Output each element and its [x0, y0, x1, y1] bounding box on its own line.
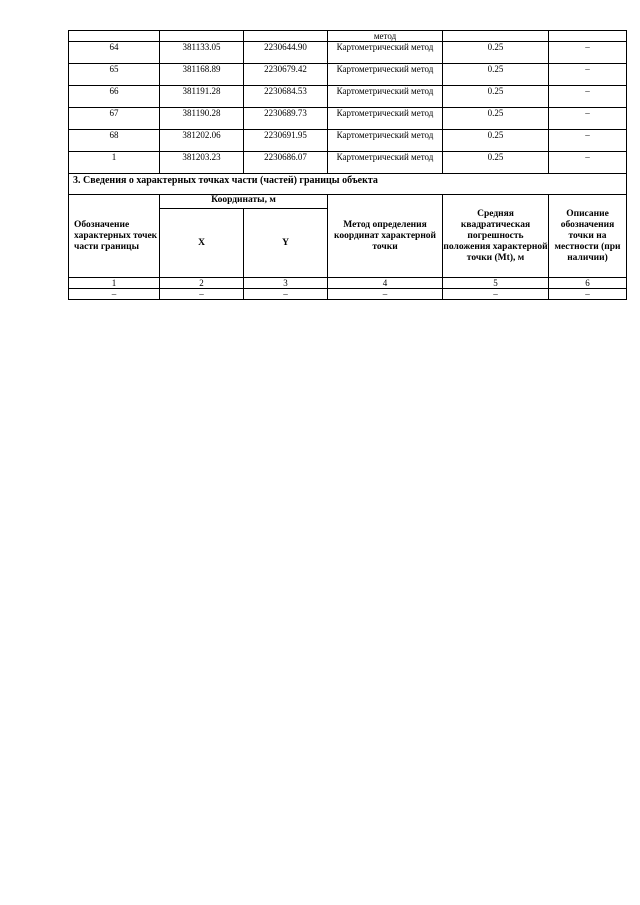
- error-cell: 0.25: [443, 42, 549, 64]
- table-row: [69, 130, 627, 152]
- table-row: [69, 64, 627, 86]
- error-cell: 0.25: [443, 108, 549, 130]
- method-cell: Картометрический метод: [328, 42, 443, 64]
- column-number-row: [69, 278, 627, 289]
- header-row: [69, 195, 627, 209]
- x-coordinate-cell: 381168.89: [160, 64, 244, 86]
- y-coordinate-cell: 2230644.90: [244, 42, 328, 64]
- section-title: 3. Сведения о характерных точках части (частей) границы объекта: [69, 174, 627, 195]
- column-number: 4: [328, 278, 443, 289]
- empty-cell: –: [69, 289, 160, 300]
- column-number: 3: [244, 278, 328, 289]
- description-cell: –: [549, 130, 627, 152]
- method-cell: Картометрический метод: [328, 108, 443, 130]
- empty-cell: –: [443, 289, 549, 300]
- empty-cell: –: [328, 289, 443, 300]
- description-cell: –: [549, 152, 627, 174]
- empty-cell: –: [244, 289, 328, 300]
- y-coordinate-cell: 2230684.53: [244, 86, 328, 108]
- table-row: [69, 108, 627, 130]
- point-number-cell: 68: [69, 130, 160, 152]
- x-coordinate-cell: 381133.05: [160, 42, 244, 64]
- x-coordinate-cell: 381190.28: [160, 108, 244, 130]
- column-number: 5: [443, 278, 549, 289]
- method-cell: Картометрический метод: [328, 86, 443, 108]
- point-number-cell: 67: [69, 108, 160, 130]
- table-row: [69, 152, 627, 174]
- description-cell: –: [549, 42, 627, 64]
- header-x: X: [160, 209, 244, 278]
- point-number-cell: 65: [69, 64, 160, 86]
- point-number-cell: 64: [69, 42, 160, 64]
- table-row: [69, 289, 627, 300]
- header-description: Описание обозначения точки на местности (при наличии): [549, 195, 627, 278]
- method-cell: Картометрический метод: [328, 152, 443, 174]
- continued-row: [69, 31, 627, 42]
- y-coordinate-cell: 2230686.07: [244, 152, 328, 174]
- table-row: [69, 42, 627, 64]
- description-cell: –: [549, 86, 627, 108]
- empty-cell: –: [549, 289, 627, 300]
- x-coordinate-cell: 381202.06: [160, 130, 244, 152]
- header-designation: Обозначение характерных точек части границы: [69, 195, 160, 278]
- error-cell: 0.25: [443, 64, 549, 86]
- point-number-cell: 1: [69, 152, 160, 174]
- header-method: Метод определения координат характерной точки: [328, 195, 443, 278]
- table-row: [69, 86, 627, 108]
- description-cell: –: [549, 64, 627, 86]
- column-number: 1: [69, 278, 160, 289]
- header-error: Средняя квадратическая погрешность положения характерной точки (Mt), м: [443, 195, 549, 278]
- x-coordinate-cell: 381191.28: [160, 86, 244, 108]
- y-coordinate-cell: 2230689.73: [244, 108, 328, 130]
- header-coordinates: Координаты, м: [160, 195, 328, 209]
- document-sheet: [68, 30, 626, 300]
- point-number-cell: 66: [69, 86, 160, 108]
- section-title-row: [69, 174, 627, 195]
- header-y: Y: [244, 209, 328, 278]
- x-coordinate-cell: 381203.23: [160, 152, 244, 174]
- column-number: 2: [160, 278, 244, 289]
- description-cell: –: [549, 108, 627, 130]
- continued-method-cell: метод: [328, 31, 443, 42]
- empty-cell: –: [160, 289, 244, 300]
- error-cell: 0.25: [443, 130, 549, 152]
- error-cell: 0.25: [443, 86, 549, 108]
- method-cell: Картометрический метод: [328, 64, 443, 86]
- method-cell: Картометрический метод: [328, 130, 443, 152]
- error-cell: 0.25: [443, 152, 549, 174]
- points-table: [68, 30, 627, 300]
- y-coordinate-cell: 2230691.95: [244, 130, 328, 152]
- y-coordinate-cell: 2230679.42: [244, 64, 328, 86]
- column-number: 6: [549, 278, 627, 289]
